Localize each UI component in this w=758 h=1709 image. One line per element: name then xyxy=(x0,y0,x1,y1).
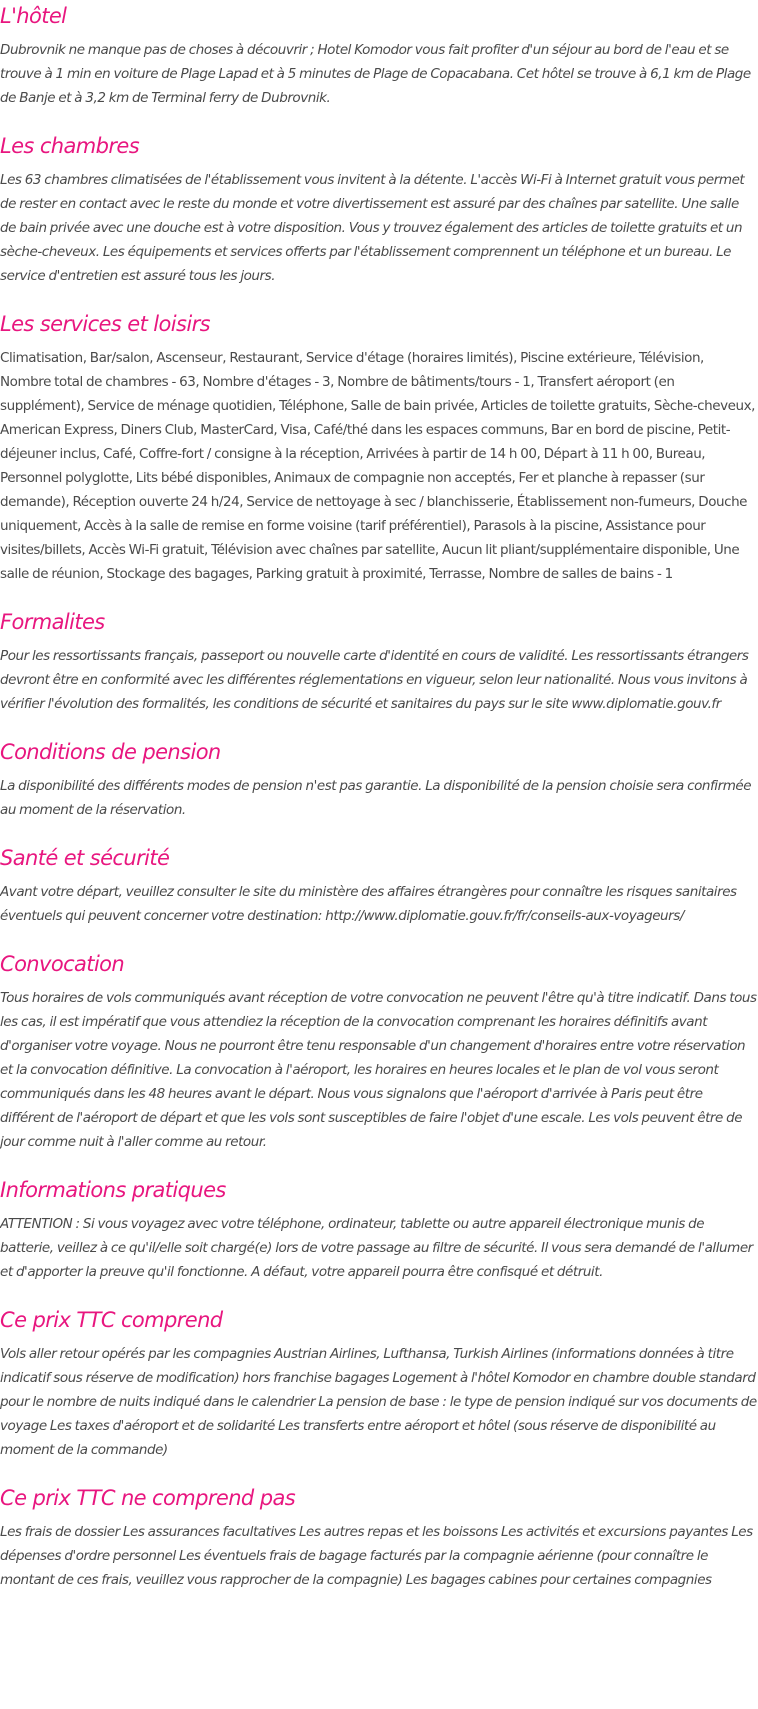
section-non-inclus xyxy=(0,1484,758,1592)
section-text-convocation: Tous horaires de vols communiqués avant réception de votre convocation ne peuvent l'être qu'à titre indicatif. Dans tous les cas, il est impératif que vous attendiez la réception de la convocation comprenant les horaires définitifs avant d'organiser votre voyage. Nous ne pourront être tenu responsable d'un changement d'horaires entre votre réservation et la convocation définitive. La convocation à l'aéroport, les horaires en heures locales et le plan de vol vous seront communiqués dans les 48 heures avant le départ. Nous vous signalons que l'aéroport d'arrivée à Paris peut être différent de l'aéroport de départ et que les vols sont susceptibles de faire l'objet d'une escale. Les vols peuvent être de jour comme nuit à l'aller comme au retour. xyxy=(0,990,757,1150)
section-title-formalites: Formalites xyxy=(0,610,105,634)
section-text-hotel: Dubrovnik ne manque pas de choses à découvrir ; Hotel Komodor vous fait profiter d'un séjour au bord de l'eau et se trouve à 1 min en voiture de Plage Lapad et à 5 minutes de Plage de Copacabana. Cet hôtel se trouve à 6,1 km de Plage de Banje et à 3,2 km de Terminal ferry de Dubrovnik. xyxy=(0,42,751,106)
section-title-convocation: Convocation xyxy=(0,952,125,976)
section-title-infos: Informations pratiques xyxy=(0,1178,226,1202)
section-infos xyxy=(0,1176,758,1284)
section-text-chambres: Les 63 chambres climatisées de l'établissement vous invitent à la détente. L'accès Wi-Fi à Internet gratuit vous permet de rester en contact avec le reste du monde et votre divertissement est assuré par des chaînes par satellite. Une salle de bain privée avec une douche est à votre disposition. Vous y trouvez également des articles de toilette gratuits et un sèche-cheveux. Les équipements et services offerts par l'établissement comprennent un téléphone et un bureau. Le service d'entretien est assuré tous les jours. xyxy=(0,172,745,284)
section-services xyxy=(0,310,758,586)
section-title-conditions: Conditions de pension xyxy=(0,740,221,764)
section-text-conditions: La disponibilité des différents modes de pension n'est pas garantie. La disponibilité de la pension choisie sera confirmée au moment de la réservation. xyxy=(0,778,752,818)
section-text-non-inclus: Les frais de dossier Les assurances facultatives Les autres repas et les boissons Les activités et excursions payantes Les dépenses d'ordre personnel Les éventuels frais de bagage facturés par la compagnie aérienne (pour connaître le montant de ces frais, veuillez vous rapprocher de la compagnie) Les bagages cabines pour certaines compagnies xyxy=(0,1524,753,1588)
section-conditions xyxy=(0,738,758,822)
section-hotel xyxy=(0,0,758,110)
section-title-comprend: Ce prix TTC comprend xyxy=(0,1308,223,1332)
section-text-formalites: Pour les ressortissants français, passeport ou nouvelle carte d'identité en cours de validité. Les ressortissants étrangers devront être en conformité avec les différentes réglementations en vigueur, selon leur nationalité. Nous vous invitons à vérifier l'évolution des formalités, les conditions de sécurité et sanitaires du pays sur le site www.diplomatie.gouv.fr xyxy=(0,648,749,712)
section-text-comprend: Vols aller retour opérés par les compagnies Austrian Airlines, Lufthansa, Turkish Airlines (informations données à titre indicatif sous réserve de modification) hors franchise bagages Logement à l'hôtel Komodor en chambre double standard pour le nombre de nuits indiqué dans le calendrier La pension de base : le type de pension indiqué sur vos documents de voyage Les taxes d'aéroport et de solidarité Les transferts entre aéroport et hôtel (sous réserve de disponibilité au moment de la commande) xyxy=(0,1346,757,1458)
section-text-sante: Avant votre départ, veuillez consulter le site du ministère des affaires étrangères pour connaître les risques sanitaires éventuels qui peuvent concerner votre destination: http://www.diplomatie.gouv.fr/fr/conseils-aux-voyageurs/ xyxy=(0,884,737,924)
section-title-sante: Santé et sécurité xyxy=(0,846,170,870)
section-sante xyxy=(0,844,758,928)
section-title-non-inclus: Ce prix TTC ne comprend pas xyxy=(0,1486,296,1510)
section-chambres xyxy=(0,132,758,288)
section-comprend xyxy=(0,1306,758,1462)
section-convocation xyxy=(0,950,758,1154)
section-formalites xyxy=(0,608,758,716)
section-title-services: Les services et loisirs xyxy=(0,312,210,336)
section-text-infos: ATTENTION : Si vous voyagez avec votre téléphone, ordinateur, tablette ou autre appareil électronique munis de batterie, veillez à ce qu'il/elle soit chargé(e) lors de votre passage au filtre de sécurité. Il vous sera demandé de l'allumer et d'apporter la preuve qu'il fonctionne. A défaut, votre appareil pourra être confisqué et détruit. xyxy=(0,1216,753,1280)
section-text-services: Climatisation, Bar/salon, Ascenseur, Restaurant, Service d'étage (horaires limités), Piscine extérieure, Télévision, Nombre total de chambres - 63, Nombre d'étages - 3, Nombre de bâtiments/tours - 1, Transfert aéroport (en supplément), Service de ménage quotidien, Téléphone, Salle de bain privée, Articles de toilette gratuits, Sèche-cheveux, American Express, Diners Club, MasterCard, Visa, Café/thé dans les espaces communs, Bar en bord de piscine, Petit-déjeuner inclus, Café, Coffre-fort / consigne à la réception, Arrivées à partir de 14 h 00, Départ à 11 h 00, Bureau, Personnel polyglotte, Lits bébé disponibles, Animaux de compagnie non acceptés, Fer et planche à repasser (sur demande), Réception ouverte 24 h/24, Service de nettoyage à sec / blanchisserie, Établissement non-fumeurs, Douche uniquement, Accès à la salle de remise en forme voisine (tarif préférentiel), Parasols à la piscine, Assistance pour visites/billets, Accès Wi-Fi gratuit, Télévision avec chaînes par satellite, Aucun lit pliant/supplémentaire disponible, Une salle de réunion, Stockage des bagages, Parking gratuit à proximité, Terrasse, Nombre de salles de bains - 1 xyxy=(0,350,755,582)
section-title-hotel: L'hôtel xyxy=(0,4,67,28)
section-title-chambres: Les chambres xyxy=(0,134,140,158)
